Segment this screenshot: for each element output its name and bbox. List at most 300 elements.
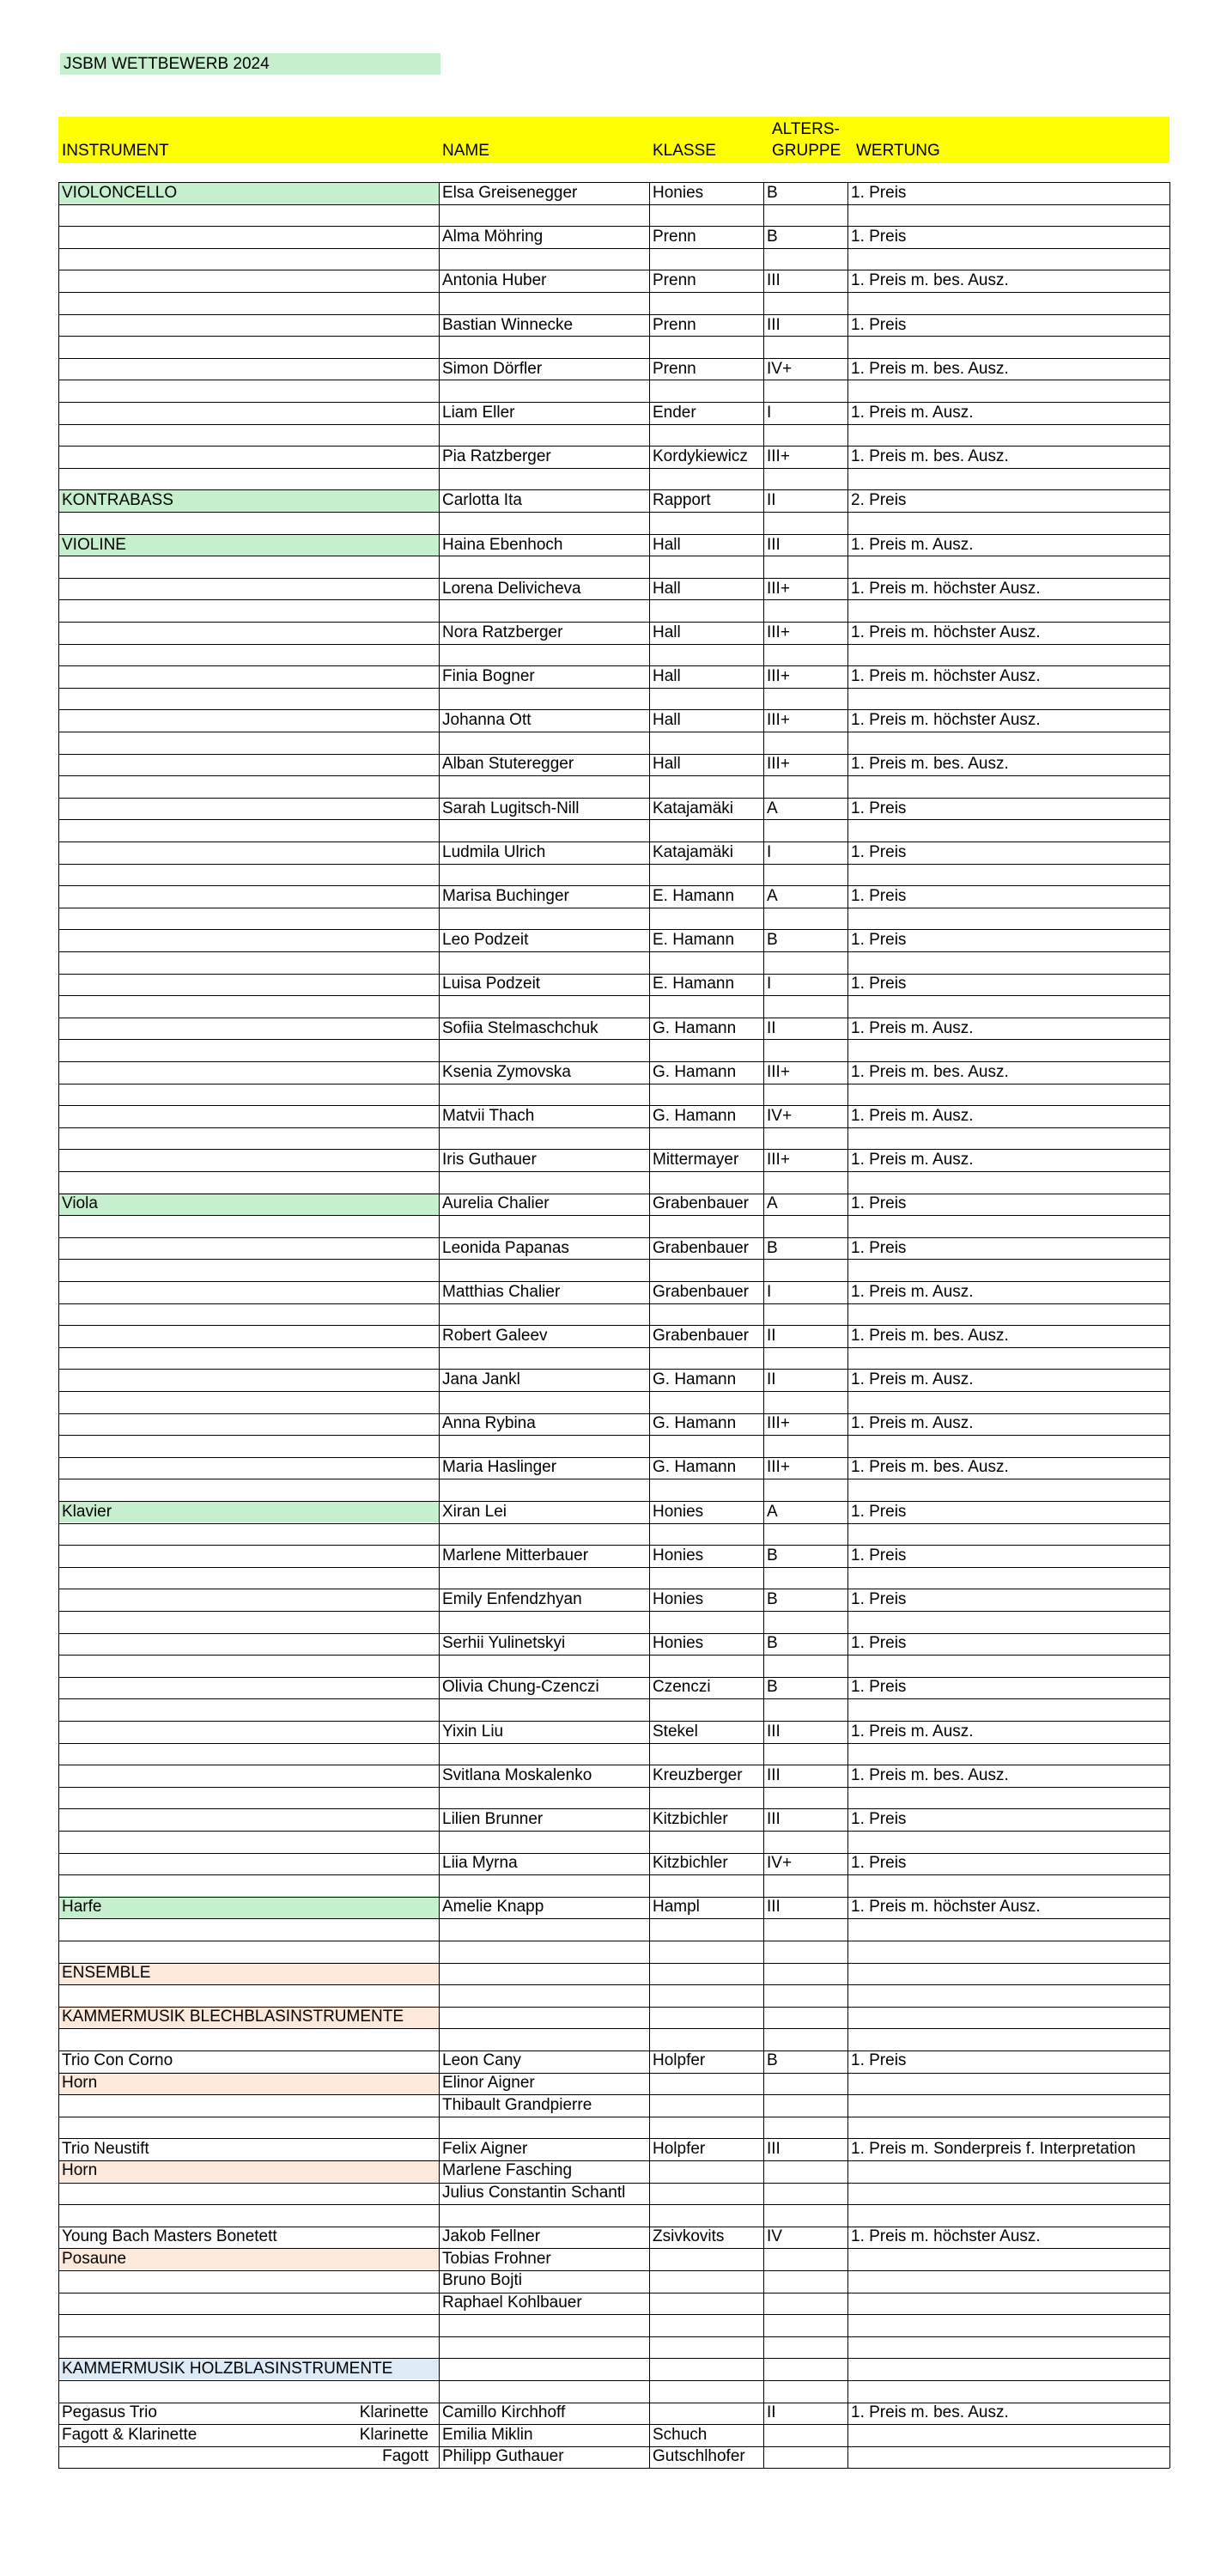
cell-klasse: [649, 1522, 763, 1545]
cell-altersgruppe: [763, 1786, 847, 1808]
cell-wertung: [847, 1346, 1169, 1369]
cell-name: Olivia Chung-Czenczi: [442, 1678, 599, 1697]
cell-wertung: 1. Preis m. bes. Ausz.: [851, 1765, 1009, 1784]
cell-klasse: [649, 775, 763, 798]
cell-altersgruppe: III+: [767, 623, 790, 641]
cell-instrument: [58, 1522, 439, 1545]
cell-wertung: [847, 468, 1169, 490]
cell-klasse: Grabenbauer: [653, 1238, 749, 1257]
cell-name: Johanna Ott: [442, 711, 532, 730]
cell-instrument: [58, 270, 439, 292]
cell-name: [439, 1522, 649, 1545]
cell-name: Ksenia Zymovska: [442, 1062, 571, 1081]
cell-name: Marisa Buchinger: [442, 887, 569, 905]
cell-altersgruppe: [763, 2358, 847, 2380]
cell-instrument: [58, 599, 439, 622]
cell-instrument: [58, 226, 439, 248]
cell-wertung: [847, 643, 1169, 665]
cell-name: Haina Ebenhoch: [442, 535, 563, 554]
cell-instrument: [58, 1479, 439, 1501]
table-row: [58, 1281, 1169, 1303]
cell-name: [439, 512, 649, 534]
table-row: [58, 1962, 1169, 1984]
table-row: [58, 2028, 1169, 2050]
table-row: [58, 314, 1169, 337]
cell-instrument: [58, 2424, 439, 2446]
cell-instrument: [58, 732, 439, 754]
cell-name: [439, 1346, 649, 1369]
table-row: [58, 2138, 1169, 2160]
table-row: [58, 643, 1169, 665]
cell-klasse: [649, 1655, 763, 1677]
cell-altersgruppe: B: [767, 2051, 778, 2070]
cell-name: [439, 1127, 649, 1150]
cell-instrument: [58, 2028, 439, 2050]
cell-altersgruppe: [763, 951, 847, 974]
table-row: [58, 1632, 1169, 1655]
table-row: [58, 578, 1169, 600]
table-row: [58, 1896, 1169, 1918]
cell-name: [439, 2006, 649, 2028]
cell-altersgruppe: [763, 1303, 847, 1325]
cell-klasse: Kitzbichler: [653, 1809, 728, 1828]
table-row: [58, 1566, 1169, 1589]
cell-instrument: [58, 2314, 439, 2336]
cell-wertung: [847, 556, 1169, 578]
cell-klasse: [649, 2028, 763, 2050]
cell-klasse: Kordykiewicz: [653, 447, 748, 466]
cell-altersgruppe: [763, 1259, 847, 1281]
cell-instrument: [58, 863, 439, 885]
cell-name: Xiran Lei: [442, 1502, 507, 1521]
cell-klasse: Honies: [653, 1590, 704, 1608]
cell-klasse: Gutschlhofer: [653, 2447, 745, 2466]
cell-altersgruppe: IV+: [767, 1854, 793, 1873]
cell-name: [439, 1039, 649, 1061]
cell-name: [439, 863, 649, 885]
cell-klasse: [649, 2094, 763, 2117]
table-row: [58, 446, 1169, 468]
cell-wertung: 2. Preis: [851, 491, 907, 510]
table-row: [58, 1237, 1169, 1260]
cell-instrument: [58, 1259, 439, 1281]
cell-wertung: 1. Preis: [851, 1590, 907, 1608]
cell-instrument: [58, 2116, 439, 2138]
cell-wertung: [847, 1874, 1169, 1897]
cell-altersgruppe: [763, 1984, 847, 2007]
cell-instrument: KAMMERMUSIK BLECHBLASINSTRUMENTE: [58, 2006, 439, 2028]
cell-altersgruppe: [763, 1655, 847, 1677]
header-klasse: KLASSE: [653, 142, 716, 160]
cell-klasse: [649, 2204, 763, 2227]
cell-altersgruppe: [763, 2445, 847, 2468]
cell-name: Sofiia Stelmaschchuk: [442, 1018, 598, 1037]
cell-wertung: 1. Preis m. Ausz.: [851, 1282, 974, 1301]
cell-klasse: [649, 1698, 763, 1721]
cell-klasse: [649, 512, 763, 534]
cell-altersgruppe: III: [767, 315, 781, 334]
table-row: [58, 1655, 1169, 1677]
cell-klasse: [649, 2269, 763, 2292]
cell-instrument: [58, 885, 439, 908]
table-row: [58, 1831, 1169, 1853]
cell-name: Simon Dörfler: [442, 359, 543, 378]
cell-name: Luisa Podzeit: [442, 975, 541, 993]
cell-altersgruppe: III: [767, 1809, 781, 1828]
cell-altersgruppe: B: [767, 184, 778, 202]
cell-name: [439, 1566, 649, 1589]
cell-name: Sarah Lugitsch-Nill: [442, 799, 580, 817]
cell-altersgruppe: B: [767, 1238, 778, 1257]
cell-altersgruppe: [763, 2028, 847, 2050]
cell-wertung: 1. Preis m. bes. Ausz.: [851, 1062, 1009, 1081]
cell-altersgruppe: [763, 1346, 847, 1369]
cell-klasse: [649, 2116, 763, 2138]
cell-wertung: [847, 2204, 1169, 2227]
cell-instrument: [58, 1566, 439, 1589]
cell-instrument: [58, 1589, 439, 1611]
cell-klasse: Prenn: [653, 315, 696, 334]
cell-klasse: Hall: [653, 667, 681, 686]
cell-instrument: [58, 841, 439, 864]
cell-klasse: [649, 1611, 763, 1633]
cell-klasse: Ender: [653, 403, 696, 422]
table-row: [58, 1215, 1169, 1237]
cell-altersgruppe: I: [767, 842, 772, 861]
cell-altersgruppe: [763, 1874, 847, 1897]
cell-klasse: [649, 2182, 763, 2204]
cell-name: [439, 1391, 649, 1413]
cell-instrument: [58, 819, 439, 841]
cell-wertung: 1. Preis m. Ausz.: [851, 1414, 974, 1433]
cell-wertung: 1. Preis: [851, 887, 907, 905]
table-row: [58, 908, 1169, 930]
cell-klasse: [649, 2336, 763, 2358]
cell-altersgruppe: II: [767, 1018, 776, 1037]
cell-altersgruppe: [763, 380, 847, 402]
cell-name: Aurelia Chalier: [442, 1194, 550, 1213]
cell-klasse: [649, 1831, 763, 1853]
cell-instrument: [58, 2402, 439, 2424]
cell-klasse: Schuch: [653, 2425, 708, 2444]
cell-name: [439, 995, 649, 1018]
cell-instrument: [58, 556, 439, 578]
cell-altersgruppe: III: [767, 2139, 781, 2158]
cell-instrument: [58, 1083, 439, 1105]
cell-wertung: 1. Preis: [851, 228, 907, 246]
cell-name: Marlene Mitterbauer: [442, 1546, 589, 1564]
cell-wertung: 1. Preis m. bes. Ausz.: [851, 271, 1009, 290]
cell-altersgruppe: [763, 2248, 847, 2270]
cell-altersgruppe: B: [767, 1634, 778, 1653]
cell-altersgruppe: II: [767, 1370, 776, 1389]
table-row: [58, 1698, 1169, 1721]
cell-altersgruppe: B: [767, 1546, 778, 1564]
cell-wertung: [847, 1941, 1169, 1963]
cell-wertung: 1. Preis m. höchster Ausz.: [851, 667, 1041, 686]
table-row: [58, 2248, 1169, 2270]
cell-altersgruppe: [763, 2160, 847, 2182]
cell-instrument: [58, 622, 439, 644]
table-row: [58, 489, 1169, 512]
cell-name: Elsa Greisenegger: [442, 184, 578, 202]
cell-name: [439, 599, 649, 622]
table-row: [58, 2358, 1169, 2380]
cell-wertung: [847, 1039, 1169, 1061]
cell-klasse: [649, 468, 763, 490]
table-row: [58, 798, 1169, 820]
cell-klasse: Czenczi: [653, 1678, 711, 1697]
cell-instrument: [58, 1632, 439, 1655]
cell-altersgruppe: III+: [767, 447, 790, 466]
header-altersgruppe-line1: ALTERS-: [772, 120, 840, 138]
cell-wertung: [847, 2445, 1169, 2468]
cell-wertung: 1. Preis: [851, 1678, 907, 1697]
cell-instrument: [58, 929, 439, 951]
cell-wertung: [847, 336, 1169, 358]
table-row: [58, 424, 1169, 447]
cell-name: [439, 1435, 649, 1457]
cell-klasse: Hampl: [653, 1898, 700, 1917]
cell-klasse: G. Hamann: [653, 1018, 737, 1037]
cell-name: [439, 908, 649, 930]
cell-instrument: [58, 951, 439, 974]
cell-name: Bastian Winnecke: [442, 315, 574, 334]
cell-wertung: [847, 2006, 1169, 2028]
cell-klasse: Honies: [653, 184, 704, 202]
table-row: [58, 688, 1169, 710]
cell-instrument: VIOLINE: [58, 534, 439, 556]
table-row: [58, 951, 1169, 974]
cell-altersgruppe: [763, 512, 847, 534]
cell-wertung: [847, 951, 1169, 974]
cell-klasse: [649, 1435, 763, 1457]
cell-klasse: Holpfer: [653, 2139, 706, 2158]
cell-name: Tobias Frohner: [442, 2249, 551, 2268]
cell-instrument: [58, 1852, 439, 1874]
cell-wertung: [847, 2094, 1169, 2117]
cell-altersgruppe: [763, 775, 847, 798]
cell-altersgruppe: III: [767, 1765, 781, 1784]
cell-altersgruppe: III+: [767, 579, 790, 598]
cell-wertung: [847, 1083, 1169, 1105]
cell-klasse: Kreuzberger: [653, 1765, 743, 1784]
cell-instrument: [58, 709, 439, 732]
cell-name: Emilia Miklin: [442, 2425, 533, 2444]
cell-name: Robert Galeev: [442, 1326, 548, 1345]
cell-wertung: 1. Preis m. Ausz.: [851, 1722, 974, 1741]
cell-altersgruppe: A: [767, 1502, 778, 1521]
cell-altersgruppe: III+: [767, 711, 790, 730]
cell-wertung: [847, 863, 1169, 885]
cell-klasse: G. Hamann: [653, 1106, 737, 1125]
cell-klasse: [649, 1566, 763, 1589]
cell-name: [439, 336, 649, 358]
cell-altersgruppe: B: [767, 1678, 778, 1697]
cell-klasse: Prenn: [653, 359, 696, 378]
cell-wertung: [847, 2358, 1169, 2380]
cell-wertung: [847, 819, 1169, 841]
cell-instrument: [58, 1456, 439, 1479]
table-row: [58, 775, 1169, 798]
table-row: [58, 885, 1169, 908]
column-header-row: [58, 117, 1169, 163]
table-row: [58, 1918, 1169, 1941]
cell-altersgruppe: [763, 2292, 847, 2314]
cell-wertung: 1. Preis m. bes. Ausz.: [851, 1458, 1009, 1477]
cell-altersgruppe: [763, 643, 847, 665]
cell-instrument: [58, 1391, 439, 1413]
cell-instrument: [58, 1611, 439, 1633]
cell-altersgruppe: A: [767, 799, 778, 817]
cell-name: [439, 775, 649, 798]
cell-altersgruppe: [763, 1435, 847, 1457]
cell-altersgruppe: [763, 1039, 847, 1061]
cell-wertung: 1. Preis m. Ausz.: [851, 1106, 974, 1125]
cell-name: [439, 1698, 649, 1721]
cell-altersgruppe: [763, 424, 847, 447]
cell-altersgruppe: [763, 336, 847, 358]
cell-altersgruppe: B: [767, 228, 778, 246]
cell-klasse: E. Hamann: [653, 887, 735, 905]
cell-altersgruppe: III: [767, 271, 781, 290]
table-row: [58, 753, 1169, 775]
table-row: [58, 2424, 1169, 2446]
cell-instrument: [58, 2182, 439, 2204]
cell-instrument: [58, 2445, 439, 2468]
table-row: [58, 1852, 1169, 1874]
cell-klasse: Hall: [653, 579, 681, 598]
cell-wertung: [847, 1391, 1169, 1413]
cell-klasse: [649, 2402, 763, 2424]
cell-klasse: Zsivkovits: [653, 2227, 725, 2246]
cell-wertung: 1. Preis m. höchster Ausz.: [851, 623, 1041, 641]
table-row: [58, 468, 1169, 490]
cell-altersgruppe: [763, 2336, 847, 2358]
cell-wertung: [847, 2160, 1169, 2182]
cell-altersgruppe: [763, 1941, 847, 1963]
cell-wertung: [847, 1127, 1169, 1150]
cell-name: Nora Ratzberger: [442, 623, 563, 641]
cell-altersgruppe: III+: [767, 755, 790, 774]
cell-wertung: 1. Preis m. Sonderpreis f. Interpretation: [851, 2139, 1136, 2158]
cell-klasse: [649, 2006, 763, 2028]
cell-altersgruppe: [763, 2424, 847, 2446]
cell-altersgruppe: [763, 995, 847, 1018]
cell-instrument-detail: Klarinette: [359, 2403, 428, 2421]
cell-wertung: [847, 512, 1169, 534]
cell-altersgruppe: I: [767, 403, 772, 422]
cell-wertung: 1. Preis m. Ausz.: [851, 1370, 974, 1389]
cell-name: Antonia Huber: [442, 271, 547, 290]
cell-altersgruppe: [763, 1215, 847, 1237]
cell-name: [439, 292, 649, 314]
cell-altersgruppe: [763, 1127, 847, 1150]
cell-name: Alban Stuteregger: [442, 755, 574, 774]
cell-name: [439, 2116, 649, 2138]
cell-name: [439, 1984, 649, 2007]
cell-instrument-detail: Klarinette: [359, 2425, 428, 2444]
cell-klasse: Stekel: [653, 1722, 698, 1741]
cell-instrument: [58, 1346, 439, 1369]
cell-wertung: [847, 2379, 1169, 2402]
table-row: [58, 1346, 1169, 1369]
cell-wertung: [847, 1742, 1169, 1765]
cell-name: Maria Haslinger: [442, 1458, 557, 1477]
cell-name: [439, 1303, 649, 1325]
cell-name: Iris Guthauer: [442, 1151, 537, 1170]
table-row: [58, 599, 1169, 622]
cell-wertung: 1. Preis: [851, 799, 907, 817]
cell-wertung: [847, 1171, 1169, 1194]
cell-instrument: [58, 995, 439, 1018]
cell-name: Ludmila Ulrich: [442, 842, 546, 861]
cell-instrument: [58, 402, 439, 424]
cell-wertung: 1. Preis m. Ausz.: [851, 1018, 974, 1037]
table-row: [58, 622, 1169, 644]
cell-instrument: [58, 204, 439, 227]
table-row: [58, 1413, 1169, 1435]
cell-altersgruppe: III+: [767, 667, 790, 686]
cell-klasse: [649, 1127, 763, 1150]
table-row: [58, 1149, 1169, 1171]
cell-klasse: [649, 292, 763, 314]
cell-instrument: Horn: [58, 2072, 439, 2094]
cell-instrument: [58, 1281, 439, 1303]
cell-instrument: [58, 1941, 439, 1963]
cell-klasse: Grabenbauer: [653, 1194, 749, 1213]
table-row: [58, 863, 1169, 885]
cell-wertung: 1. Preis m. höchster Ausz.: [851, 1898, 1041, 1917]
cell-altersgruppe: [763, 1171, 847, 1194]
cell-altersgruppe: [763, 556, 847, 578]
header-instrument: INSTRUMENT: [62, 142, 169, 160]
cell-wertung: 1. Preis: [851, 1194, 907, 1213]
cell-altersgruppe: A: [767, 1194, 778, 1213]
cell-klasse: [649, 424, 763, 447]
cell-klasse: [649, 951, 763, 974]
cell-name: Finia Bogner: [442, 667, 535, 686]
cell-name: Lilien Brunner: [442, 1809, 544, 1828]
cell-instrument: [58, 1171, 439, 1194]
table-row: [58, 1171, 1169, 1194]
cell-instrument: Harfe: [58, 1896, 439, 1918]
cell-wertung: 1. Preis m. bes. Ausz.: [851, 1326, 1009, 1345]
cell-altersgruppe: [763, 2072, 847, 2094]
cell-name: [439, 732, 649, 754]
cell-instrument: [58, 1018, 439, 1040]
table-row: [58, 336, 1169, 358]
cell-klasse: [649, 2379, 763, 2402]
table-row: [58, 1589, 1169, 1611]
cell-altersgruppe: II: [767, 2403, 776, 2421]
cell-name: [439, 2336, 649, 2358]
cell-altersgruppe: [763, 204, 847, 227]
cell-klasse: Grabenbauer: [653, 1326, 749, 1345]
cell-wertung: [847, 1984, 1169, 2007]
table-row: [58, 1083, 1169, 1105]
cell-altersgruppe: III+: [767, 1151, 790, 1170]
cell-wertung: [847, 380, 1169, 402]
cell-name: Pia Ratzberger: [442, 447, 551, 466]
cell-name: Leon Cany: [442, 2051, 521, 2070]
cell-wertung: [847, 204, 1169, 227]
table-row: [58, 1325, 1169, 1347]
cell-name: Leonida Papanas: [442, 1238, 569, 1257]
cell-name: Amelie Knapp: [442, 1898, 544, 1917]
table-row: [58, 929, 1169, 951]
cell-klasse: [649, 1171, 763, 1194]
